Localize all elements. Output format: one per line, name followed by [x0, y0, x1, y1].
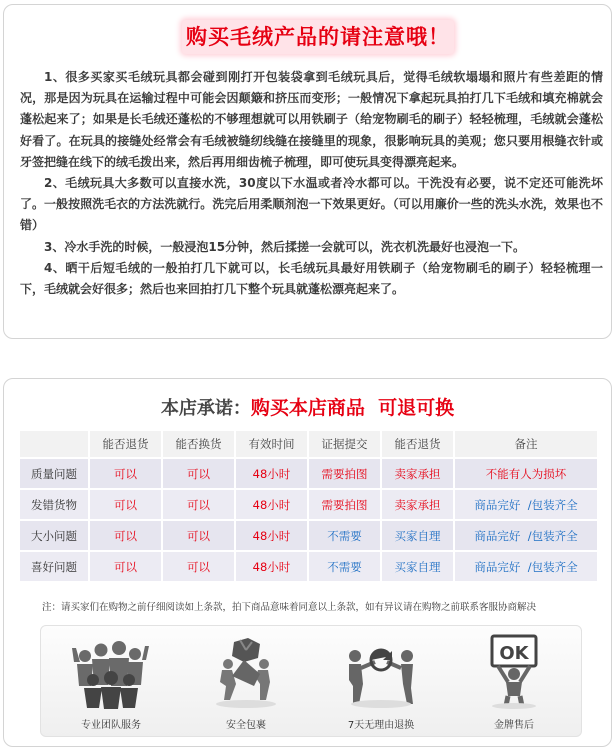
service-package — [181, 634, 311, 734]
notice-paragraph-3: 3、冷水手洗的时候，一般浸泡15分钟，然后揉搓一会就可以，洗衣机洗最好也浸泡一下。 — [44, 239, 526, 254]
table-header-cell — [20, 431, 88, 457]
row-type: 质量问题 — [20, 459, 88, 488]
row-type: 发错货物 — [20, 490, 88, 519]
row-exchange: 可以 — [163, 521, 234, 550]
row-exchange: 可以 — [163, 552, 234, 581]
care-notice-panel — [3, 4, 612, 339]
table-row — [20, 521, 597, 550]
row-return: 可以 — [90, 521, 161, 550]
guarantee-table — [18, 429, 599, 583]
row-refund: 卖家承担 — [382, 490, 453, 519]
promise-title — [4, 393, 611, 420]
table-header-cell: 能否退货 — [382, 431, 453, 457]
row-return: 可以 — [90, 552, 161, 581]
table-header-cell: 能否换货 — [163, 431, 234, 457]
row-note: 不能有人为损坏 — [455, 459, 597, 488]
row-exchange: 可以 — [163, 459, 234, 488]
terms-footnote: 注：请买家们在购物之前仔细阅读如上条款，拍下商品意味着同意以上条款，如有异议请在购物之前联系客服协商解决 — [42, 602, 537, 613]
table-header-row — [20, 431, 597, 457]
row-time: 48小时 — [236, 490, 307, 519]
service-after-sales — [449, 634, 579, 734]
row-evidence: 不需要 — [309, 552, 380, 581]
service-exchange — [316, 634, 446, 734]
store-promise-panel — [3, 378, 612, 747]
notice-body — [20, 67, 603, 300]
notice-paragraph-1: 1、很多买家买毛绒玩具都会碰到刚打开包装袋拿到毛绒玩具后，觉得毛绒软塌塌和照片有些差距的情况，那是因为玩具在运输过程中可能会因颠簸和挤压而变形；一般情况下拿起玩具拍打几下毛绒和填充棉就会蓬松起来了；如果是长毛绒还蓬松的不够理想就可以用铁刷子（给宠物刷毛的刷子）轻轻梳理，毛绒就会蓬松好看了。在玩具的接缝处经常会有毛绒被缝纫线缝在接缝里的现象，很影响玩具的美观；您只要用根缝衣针或牙签把缝在线下的绒毛拨出来，然后再用细齿梳子梳理，即可使玩具变得漂亮起来。 — [20, 70, 603, 169]
exchange-icon — [341, 634, 421, 710]
service-label: 金牌售后 — [494, 720, 534, 731]
row-refund: 卖家承担 — [382, 459, 453, 488]
row-return: 可以 — [90, 459, 161, 488]
promise-title-highlight: 购买本店商品 可退可换 — [250, 397, 455, 419]
table-header-cell: 能否退货 — [90, 431, 161, 457]
row-type: 喜好问题 — [20, 552, 88, 581]
promise-title-prefix: 本店承诺： — [160, 398, 251, 419]
service-label: 专业团队服务 — [81, 720, 141, 731]
service-label: 安全包裹 — [226, 720, 266, 731]
service-team — [46, 634, 176, 734]
team-icon — [71, 634, 151, 710]
table-header-cell: 证据提交 — [309, 431, 380, 457]
table-row — [20, 490, 597, 519]
row-evidence: 不需要 — [309, 521, 380, 550]
row-time: 48小时 — [236, 459, 307, 488]
service-label: 7天无理由退换 — [347, 720, 415, 731]
row-exchange: 可以 — [163, 490, 234, 519]
row-return: 可以 — [90, 490, 161, 519]
row-evidence: 需要拍图 — [309, 490, 380, 519]
row-type: 大小问题 — [20, 521, 88, 550]
row-time: 48小时 — [236, 552, 307, 581]
table-header-cell: 有效时间 — [236, 431, 307, 457]
service-badges — [40, 625, 582, 737]
row-note: 商品完好 /包装齐全 — [455, 521, 597, 550]
row-note: 商品完好 /包装齐全 — [455, 552, 597, 581]
row-note: 商品完好 /包装齐全 — [455, 490, 597, 519]
row-time: 48小时 — [236, 521, 307, 550]
row-refund: 买家自理 — [382, 521, 453, 550]
package-icon — [206, 634, 286, 710]
notice-paragraph-2: 2、毛绒玩具大多数可以直接水洗，30度以下水温或者冷水都可以。干洗没有必要，说不定还可能洗坏了。一般按照洗毛衣的方法洗就行。洗完后用柔顺剂泡一下效果更好。（可以用廉价一些的洗头水洗，效果也不错） — [20, 176, 603, 233]
table-row — [20, 459, 597, 488]
table-row — [20, 552, 597, 581]
notice-title: 购买毛绒产品的请注意哦！ — [182, 20, 454, 54]
notice-paragraph-4: 4、晒干后短毛绒的一般拍打几下就可以，长毛绒玩具最好用铁刷子（给宠物刷毛的刷子）轻轻梳理一下，毛绒就会好很多；然后也来回拍打几下整个玩具就蓬松漂亮起来了。 — [20, 260, 603, 297]
ok-sign-text: OK — [499, 643, 529, 664]
table-header-cell: 备注 — [455, 431, 597, 457]
row-refund: 买家自理 — [382, 552, 453, 581]
row-evidence: 需要拍图 — [309, 459, 380, 488]
ok-sign-icon — [474, 634, 554, 710]
